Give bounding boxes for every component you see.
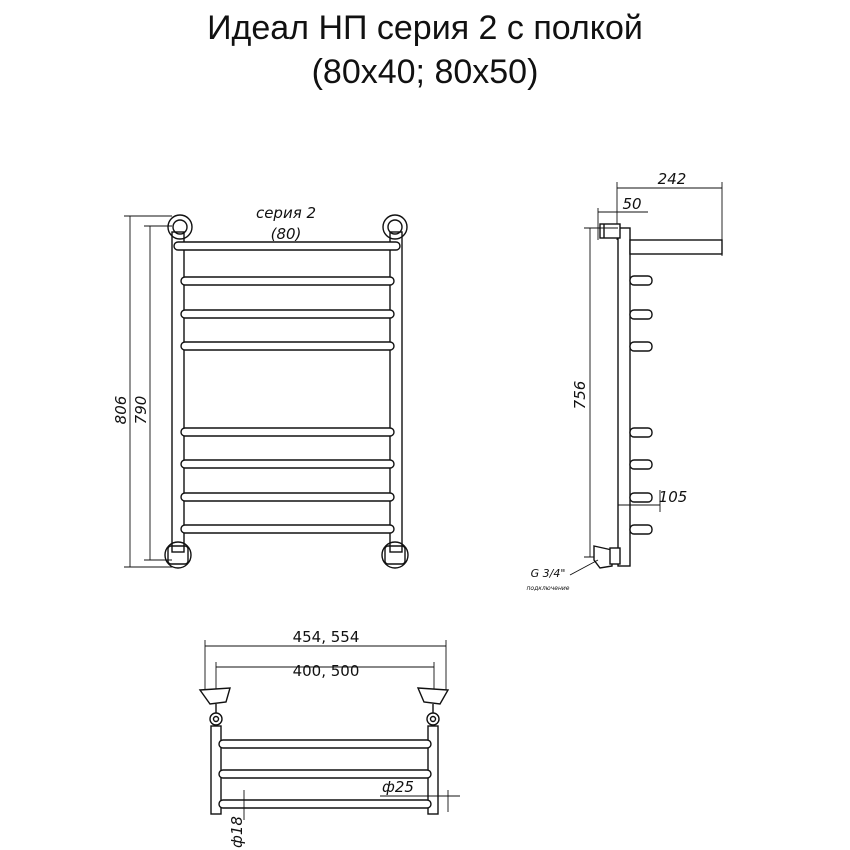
front-view — [112, 204, 408, 568]
rung-end — [630, 342, 652, 351]
dim-depth: 242 — [657, 170, 687, 188]
bracket-left — [200, 688, 230, 704]
dim-rung: 105 — [658, 488, 688, 506]
dim-height: 756 — [571, 380, 589, 410]
side-rail — [618, 228, 630, 566]
side-view — [526, 170, 722, 592]
valve-right — [427, 713, 439, 725]
bottom-view — [200, 628, 460, 848]
shelf-rod — [219, 740, 431, 748]
rung — [181, 310, 394, 318]
thread-label: G 3/4" — [530, 567, 566, 580]
bottom-valve — [594, 546, 612, 568]
diagram-subtitle: (80х40; 80х50) — [311, 53, 539, 91]
rung-end — [630, 428, 652, 437]
top-wall-bracket — [600, 224, 620, 238]
dim-offset: 50 — [622, 195, 642, 213]
rung — [181, 342, 394, 350]
series-sub-label: (80) — [270, 225, 302, 243]
rail-left — [211, 726, 221, 814]
valve-left — [210, 713, 222, 725]
rung-end — [630, 493, 652, 502]
rung — [181, 277, 394, 285]
dim-inner-height: 790 — [132, 395, 150, 425]
rung — [181, 460, 394, 468]
rung-end — [630, 276, 652, 285]
rung — [181, 493, 394, 501]
rung-end — [630, 525, 652, 534]
thread-note: подключение — [526, 585, 570, 592]
rung — [181, 428, 394, 436]
dim-inner-width: 400, 500 — [292, 662, 360, 680]
rung — [181, 525, 394, 533]
shelf-rod — [219, 800, 431, 808]
shelf-side — [630, 240, 722, 254]
series-label: серия 2 — [255, 204, 317, 222]
bracket-right — [418, 688, 448, 704]
dim-rail: ф25 — [382, 778, 414, 796]
dim-outer-width: 454, 554 — [292, 628, 360, 646]
rung-end — [630, 460, 652, 469]
rung-end — [630, 310, 652, 319]
diagram-title: Идеал НП серия 2 с полкой — [207, 9, 643, 47]
dim-total-height: 806 — [112, 395, 130, 425]
dim-rung-diameter: ф18 — [228, 816, 246, 848]
shelf-rod — [219, 770, 431, 778]
shelf-front — [174, 242, 400, 250]
